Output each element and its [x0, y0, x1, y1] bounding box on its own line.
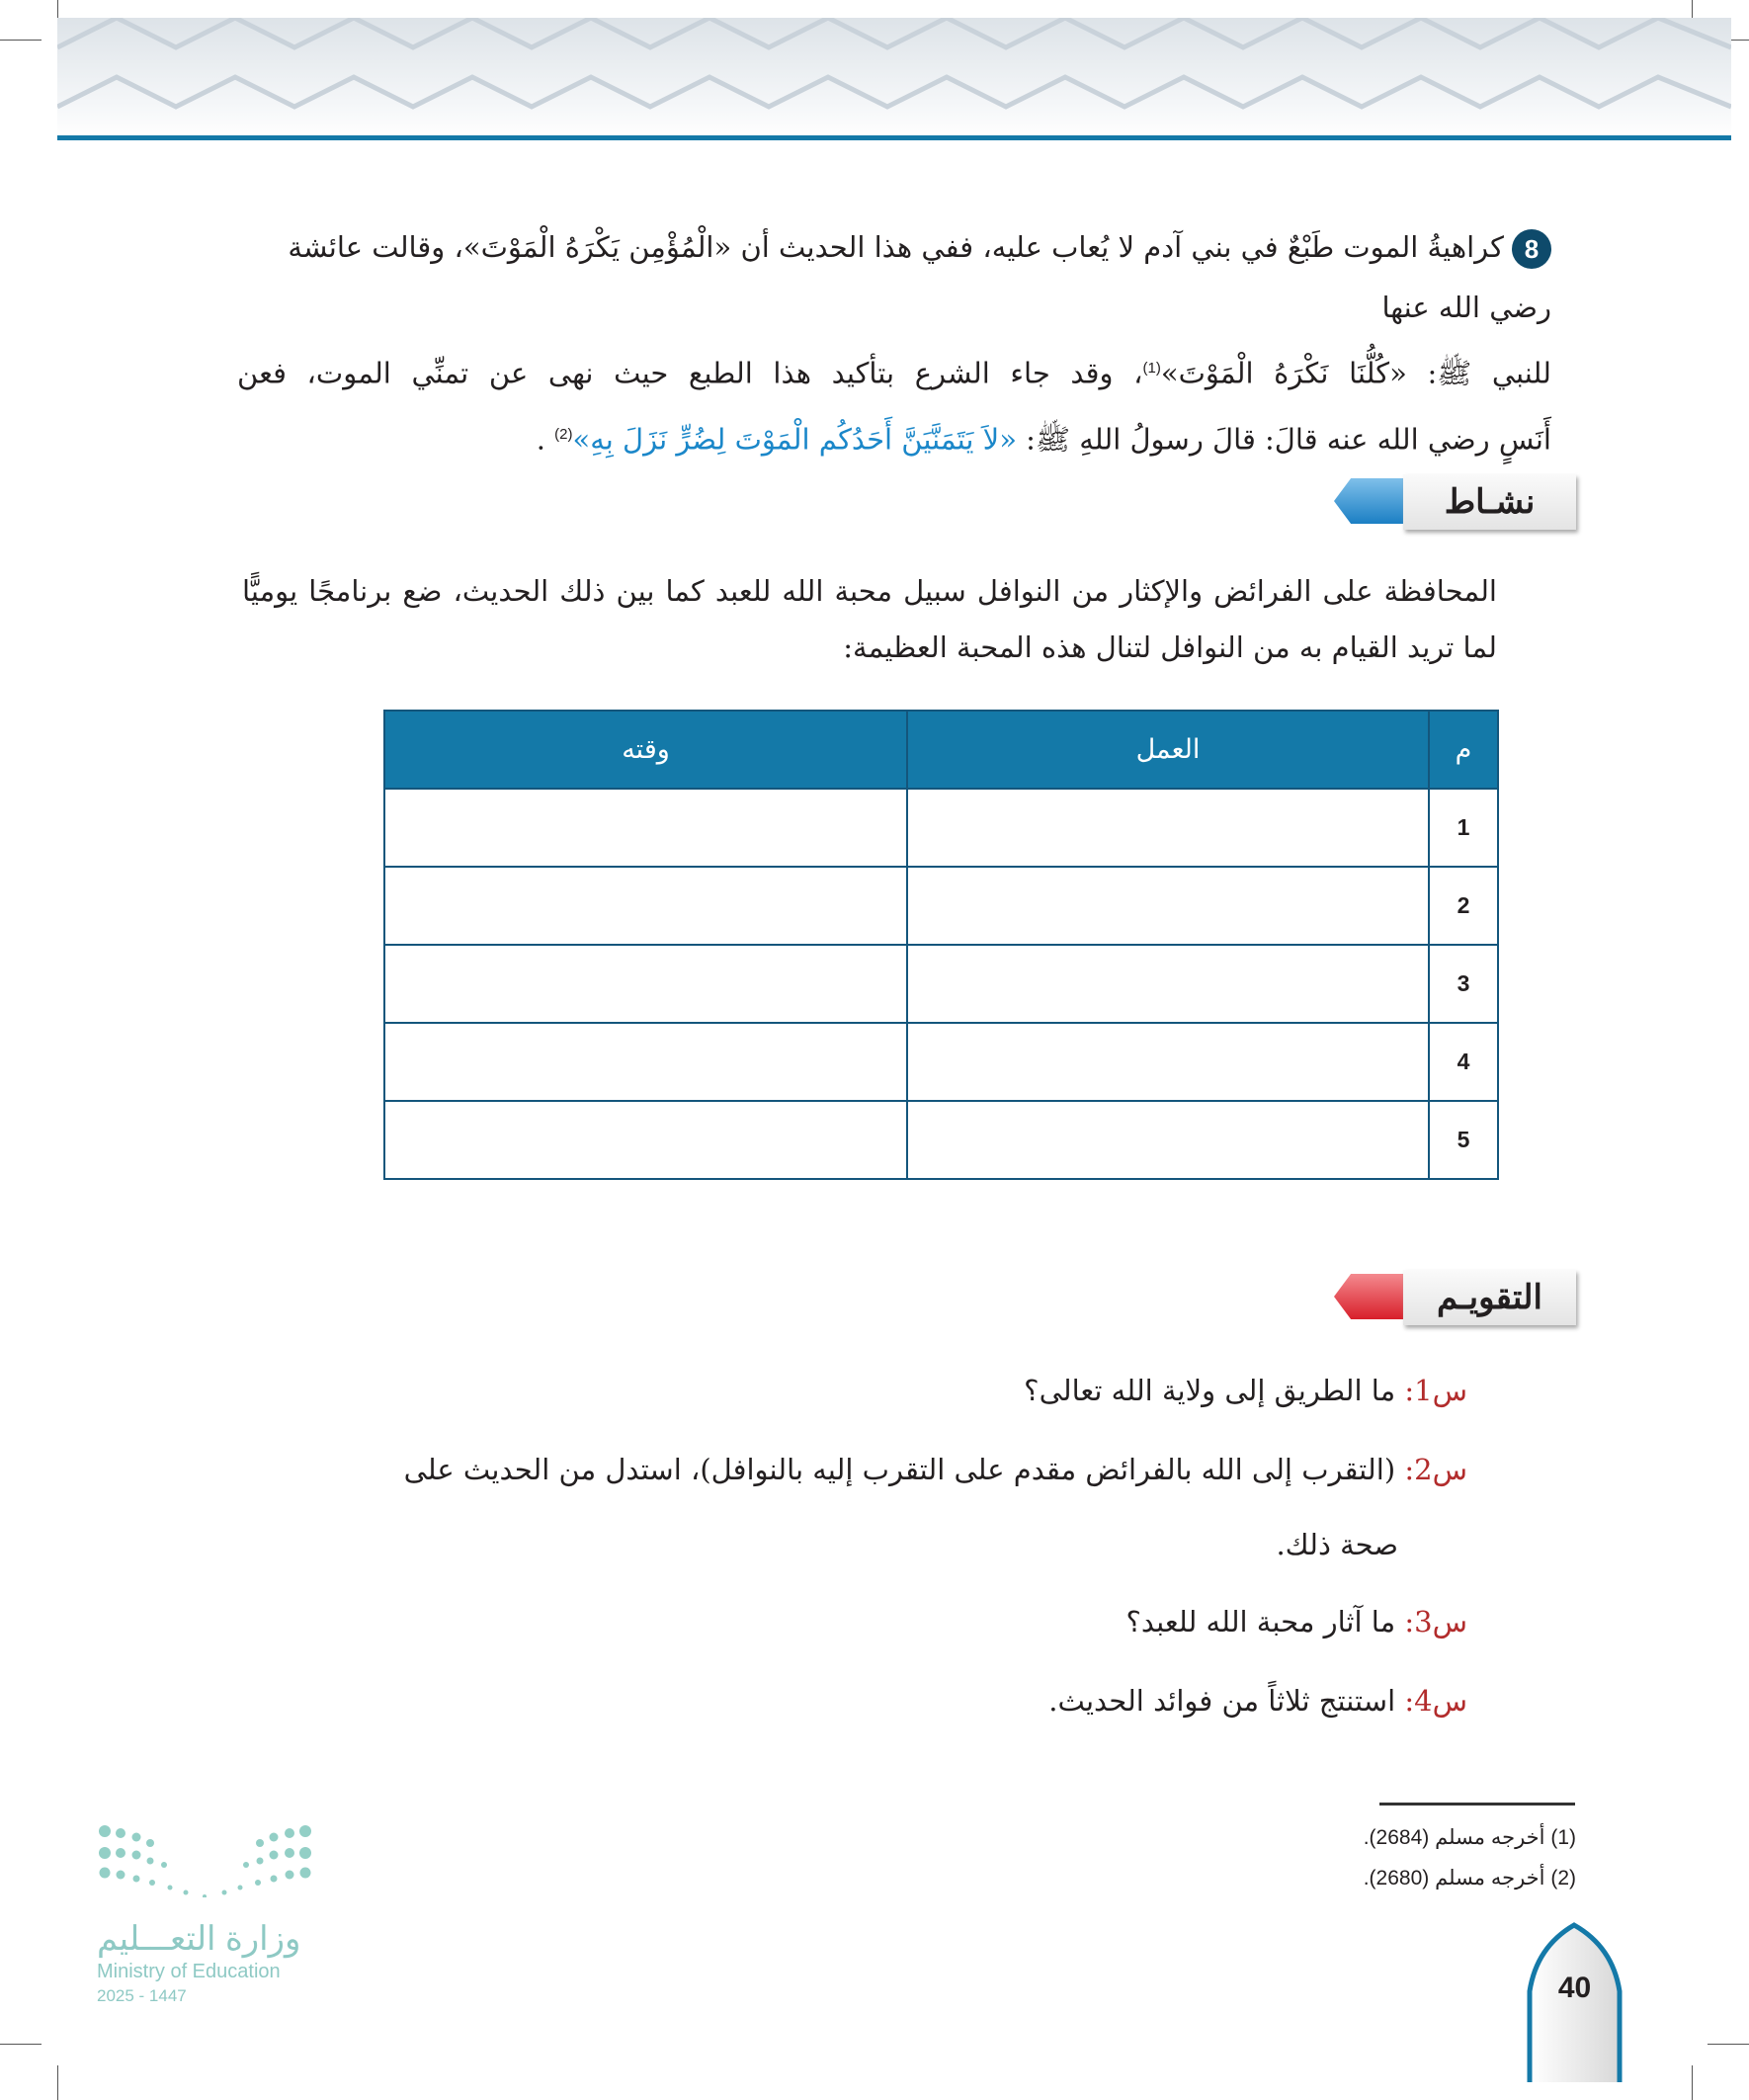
- action-cell[interactable]: [907, 789, 1429, 867]
- activity-title: نشـاط: [1403, 474, 1576, 530]
- question-text: ما الطريق إلى ولاية الله تعالى؟: [1024, 1374, 1405, 1407]
- question-4: [1048, 1684, 1467, 1718]
- section-number-badge: 8: [1512, 229, 1551, 269]
- time-cell[interactable]: [384, 1023, 907, 1101]
- crop-mark: [0, 40, 42, 41]
- action-cell[interactable]: [907, 1023, 1429, 1101]
- action-cell[interactable]: [907, 867, 1429, 945]
- question-2-continued: صحة ذلك.: [1276, 1528, 1398, 1561]
- footnote-ref[interactable]: (1): [1142, 360, 1161, 377]
- footnote-rule: [1379, 1803, 1575, 1806]
- header-pattern-band: [57, 18, 1731, 138]
- text: للنبي ﷺ: «كُلُّنَا نَكْرَهُ الْمَوْتَ»: [1160, 356, 1551, 390]
- ministry-name-english: Ministry of Education: [97, 1961, 281, 1982]
- time-cell[interactable]: [384, 945, 907, 1023]
- time-cell[interactable]: [384, 1101, 907, 1179]
- row-number: 3: [1429, 945, 1498, 1023]
- crop-mark: [57, 0, 58, 20]
- row-number: 1: [1429, 789, 1498, 867]
- table-row: [384, 945, 1498, 1023]
- hadith-quote: «لاَ يَتَمَنَّيَنَّ أَحَدُكُم الْمَوْتَ لِضُرٍّ نَزَلَ بِهِ»: [572, 422, 1017, 457]
- evaluation-heading: [1319, 1270, 1576, 1327]
- action-cell[interactable]: [907, 945, 1429, 1023]
- text: أَنَسٍ رضي الله عنه قالَ: قالَ رسولُ اللهِ ﷺ:: [1016, 422, 1551, 457]
- table-row: [384, 867, 1498, 945]
- page-number-badge: [1527, 1922, 1623, 2082]
- crop-mark: [0, 2044, 42, 2045]
- column-header-action: العمل: [907, 711, 1429, 789]
- question-text: ما آثار محبة الله للعبد؟: [1125, 1605, 1405, 1638]
- question-1: [1024, 1374, 1467, 1407]
- table-row: [384, 1023, 1498, 1101]
- header-rule: [57, 135, 1731, 140]
- crop-mark: [1692, 2065, 1693, 2100]
- question-key: س4:: [1404, 1684, 1467, 1718]
- question-text: (التقرب إلى الله بالفرائض مقدم على التقرب إليه بالنوافل)، استدل من الحديث على: [403, 1453, 1405, 1486]
- footnote-2: (2) أخرجه مسلم (2680).: [1363, 1867, 1576, 1890]
- ministry-name-arabic: وزارة التعـــليم: [97, 1920, 301, 1958]
- text: كراهيةُ الموت طَبْعٌ في بني آدم لا يُعاب عليه، ففي هذا الحديث أن «الْمُؤْمِن يَكْرَهُ الْمَوْتَ»، وقالت عائشة رضي الله عنها: [288, 230, 1551, 324]
- question-key: س2:: [1404, 1453, 1467, 1486]
- column-header-time: وقته: [384, 711, 907, 789]
- activity-heading: [1319, 474, 1576, 532]
- section-8-paragraph: [237, 217, 1551, 469]
- table-row: [384, 789, 1498, 867]
- table-row: [384, 1101, 1498, 1179]
- question-2: [404, 1453, 1467, 1486]
- table-header-row: [384, 711, 1498, 789]
- activity-instructions: المحافظة على الفرائض والإكثار من النوافل سبيل محبة الله للعبد كما بين ذلك الحديث، ضع برنامجًا يوميًّا لما تريد القيام به من النوافل لتنال هذه المحبة العظيمة:: [242, 574, 1497, 664]
- paragraph-line: [237, 404, 1551, 470]
- question-key: س1:: [1404, 1374, 1467, 1407]
- question-3: [1126, 1605, 1467, 1638]
- crop-mark: [1692, 0, 1693, 20]
- crop-mark: [1707, 2044, 1749, 2045]
- footnote-ref[interactable]: (2): [554, 425, 573, 443]
- action-cell[interactable]: [907, 1101, 1429, 1179]
- question-key: س3:: [1404, 1605, 1467, 1638]
- time-cell[interactable]: [384, 867, 907, 945]
- schedule-table: [383, 710, 1499, 1180]
- text: ، وقد جاء الشرع بتأكيد هذا الطبع حيث نهى عن تمنِّي الموت، فعن: [237, 356, 1143, 390]
- question-text: استنتج ثلاثاً من فوائد الحديث.: [1048, 1684, 1405, 1718]
- footnote-1: (1) أخرجه مسلم (2684).: [1363, 1826, 1576, 1849]
- row-number: 2: [1429, 867, 1498, 945]
- row-number: 5: [1429, 1101, 1498, 1179]
- page-number: 40: [1557, 1972, 1592, 2004]
- ministry-logo-dots-icon: [99, 1823, 311, 1897]
- row-number: 4: [1429, 1023, 1498, 1101]
- paragraph-line: [237, 217, 1551, 338]
- time-cell[interactable]: [384, 789, 907, 867]
- text: .: [536, 422, 555, 457]
- evaluation-title: التقويـم: [1403, 1270, 1576, 1325]
- paragraph-line: [237, 338, 1551, 404]
- column-header-number: م: [1429, 711, 1498, 789]
- crop-mark: [57, 2065, 58, 2100]
- edition-year: 2025 - 1447: [97, 1986, 187, 2005]
